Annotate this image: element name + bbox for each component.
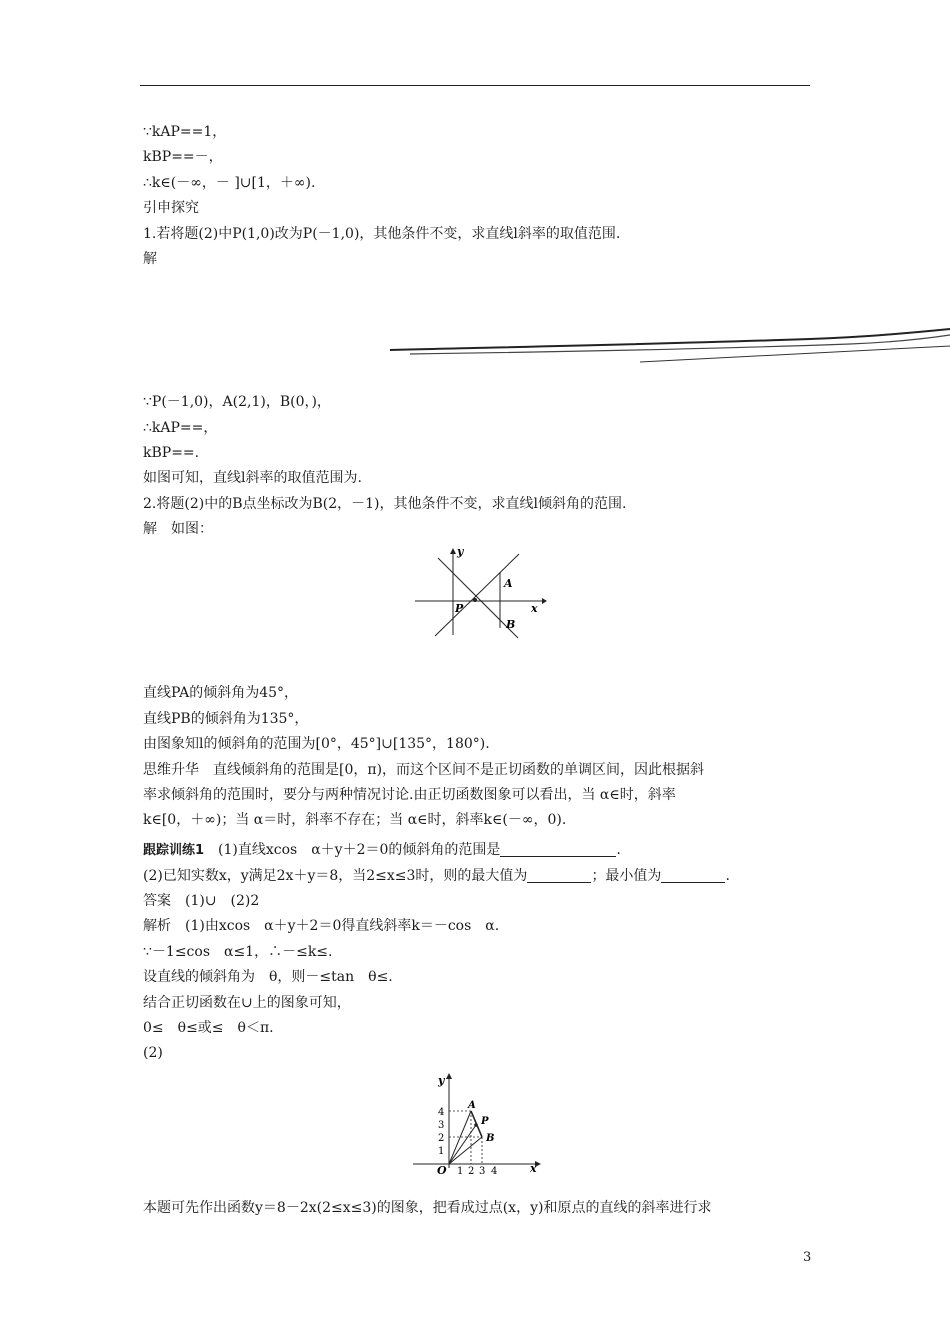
analysis-line: 设直线的倾斜角为 θ，则－≤tan θ≤. (143, 969, 393, 985)
text-line: 本题可先作出函数y＝8－2x(2≤x≤3)的图象，把看成过点(x，y)和原点的直线的斜率进行求 (143, 1200, 712, 1216)
summary-line: 率求倾斜角的范围时，要分与两种情况讨论.由正切函数图象可以看出，当 α∈时，斜率 (143, 787, 676, 803)
exercise-text: ；最小值为 (591, 868, 662, 884)
text-line: kBP==. (143, 445, 200, 461)
xtick: 2 (468, 1166, 475, 1177)
analysis-line: ∵－1≤cos α≤1，∴－≤k≤. (143, 944, 333, 960)
text-line: 解 如图： (143, 521, 213, 537)
label-p: P (455, 602, 464, 615)
text-line: ∵P(－1,0)，A(2,1)，B(0，)， (143, 394, 331, 410)
exercise-label: 跟踪训练1 (143, 843, 205, 858)
summary-line: k∈[0，＋∞)；当 α＝时，斜率不存在；当 α∈时，斜率k∈(－∞，0). (143, 812, 567, 828)
analysis-line: 解析 (1)由xcos α＋y＋2＝0得直线斜率k＝－cos α. (143, 918, 500, 934)
xtick: 3 (479, 1166, 486, 1177)
ytick: 4 (438, 1107, 445, 1118)
question-2: 2.将题(2)中的B点坐标改为B(2，－1)，其他条件不变，求直线l倾斜角的范围. (143, 496, 627, 512)
page-number: 3 (803, 1250, 812, 1265)
figure-1-lines (405, 540, 555, 640)
point-p (474, 1123, 478, 1127)
figure-2-graph (405, 1068, 555, 1178)
point-p (473, 598, 477, 602)
analysis-line: 0≤ θ≤或≤ θ＜π. (143, 1020, 274, 1036)
text-line: kBP==－， (143, 149, 223, 165)
exercise-line-1 (143, 839, 621, 862)
ytick: 3 (438, 1120, 445, 1131)
summary-line: 思维升华 直线倾斜角的范围是[0，π)，而这个区间不是正切函数的单调区间，因此根据斜 (143, 762, 705, 778)
section-heading: 引申探究 (143, 200, 199, 216)
y-axis-arrow (446, 1073, 452, 1079)
answer-line: 答案 (1)∪ (2)2 (143, 893, 260, 909)
text-line: ∵kAP==1， (143, 124, 227, 140)
answer-blank (500, 842, 616, 857)
label-y: y (438, 1074, 445, 1087)
ytick: 1 (438, 1146, 445, 1157)
label-y: y (457, 545, 464, 558)
exercise-text: (1)直线xcos α＋y＋2＝0的倾斜角的范围是 (204, 842, 501, 858)
period: . (616, 842, 621, 858)
text-line: 由图象知l的倾斜角的范围为[0°，45°]∪[135°，180°). (143, 736, 490, 752)
analysis-line: 结合正切函数在∪上的图象可知， (143, 995, 351, 1011)
solution-label: 解 (143, 251, 157, 267)
label-p: P (481, 1116, 489, 1127)
label-x: x (531, 602, 538, 615)
segment-ob (449, 1137, 482, 1164)
label-a: A (468, 1100, 476, 1111)
exercise-line-2 (143, 865, 730, 887)
analysis-line: (2) (143, 1045, 163, 1061)
ytick: 2 (438, 1133, 445, 1144)
label-b: B (486, 1133, 495, 1144)
exercise-text: (2)已知实数x，y满足2x＋y＝8，当2≤x≤3时，则的最大值为 (143, 868, 528, 884)
label-o: O (437, 1164, 447, 1177)
y-axis-arrow (450, 548, 456, 554)
text-line: ∴k∈(－∞，－ ]∪[1，＋∞). (143, 175, 316, 191)
header-rule (140, 85, 810, 86)
xtick: 1 (457, 1166, 464, 1177)
answer-blank-max (527, 868, 591, 883)
answer-blank-min (661, 868, 725, 883)
text-line: 如图可知，直线l斜率的取值范围为. (143, 470, 362, 486)
label-x: x (530, 1162, 537, 1175)
text-line: 直线PB的倾斜角为135°， (143, 711, 309, 727)
label-a: A (504, 577, 513, 590)
question-1: 1.若将题(2)中P(1,0)改为P(－1,0)，其他条件不变，求直线l斜率的取值范围. (143, 226, 621, 242)
label-b: B (506, 618, 516, 631)
xtick: 4 (491, 1166, 498, 1177)
x-axis-arrow (542, 598, 547, 604)
period: . (725, 868, 730, 884)
text-line: 直线PA的倾斜角为45°， (143, 685, 299, 701)
scan-artifact-stroke (390, 320, 950, 370)
text-line: ∴kAP==， (143, 420, 218, 436)
